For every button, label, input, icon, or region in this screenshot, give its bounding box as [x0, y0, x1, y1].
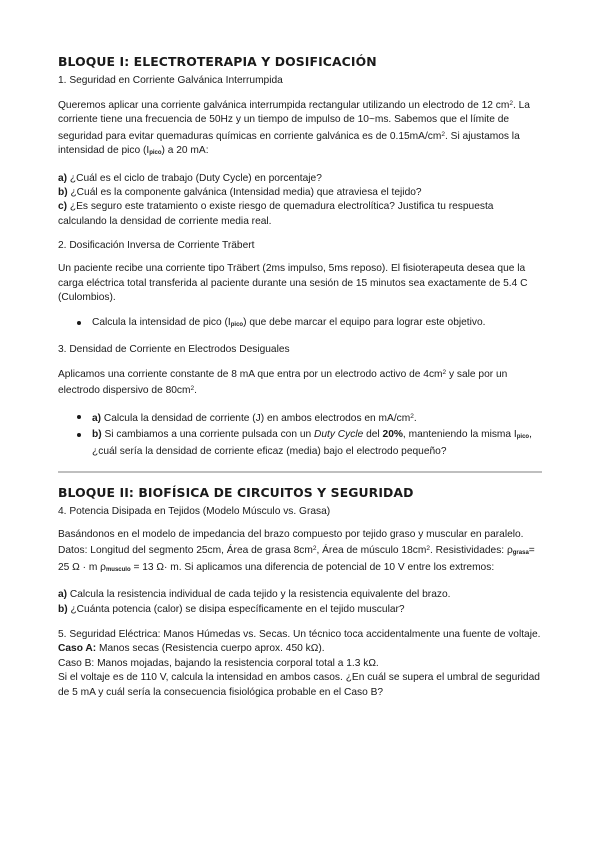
section2-bullet: Calcula la intensidad de pico $(I_{pico})$ que debe marcar el equipo para lograr este objetivo.: [92, 316, 542, 332]
section2-paragraph: Un paciente recibe una corriente tipo Träbert (2ms impulso, 5ms reposo). El fisioterapeuta desea que la carga eléctrica total transferida al paciente durante una sesión de 15 minutos sea exactamente de 5.4 C (Culombios).: [58, 263, 528, 304]
section3-title: 3. Densidad de Corriente en Electrodos Desiguales: [58, 343, 290, 355]
block2-heading: BLOQUE II: BIOFÍSICA DE CIRCUITOS Y SEGURIDAD: [58, 484, 414, 500]
section5-case-a: Caso A: Manos secas (Resistencia cuerpo aprox. 450 kΩ).: [58, 643, 325, 655]
section1-question-c: c) ¿Es seguro este tratamiento o existe riesgo de quemadura electrolítica? Justifica tu respuesta calculando la densidad de corriente media real.: [58, 201, 494, 227]
section4-question-b: b) ¿Cuánta potencia (calor) se disipa específicamente en el tejido muscular?: [58, 603, 405, 615]
section4-question-a: a) Calcula la resistencia individual de cada tejido y la resistencia equivalente del brazo.: [58, 589, 451, 601]
section3-paragraph: Aplicamos una corriente constante de 8 mA que entra por un electrodo activo de $4cm^2$ y sale por un electrodo dispersivo de $80cm^2$.: [58, 368, 508, 397]
section1-question-a: a) ¿Cuál es el ciclo de trabajo (Duty Cycle) en porcentaje?: [58, 172, 322, 184]
section1-question-b: b) ¿Cuál es la componente galvánica (Intensidad media) que atraviesa el tejido?: [58, 187, 422, 199]
section2-list: [58, 316, 542, 332]
section-divider: [58, 471, 542, 473]
section1-title: 1. Seguridad en Corriente Galvánica Interrumpida: [58, 75, 283, 86]
section4-paragraph: Basándonos en el modelo de impedancia del brazo compuesto por tejido graso y muscular en paralelo. Datos: Longitud del segmento 25cm, Área de grasa $8cm^2$, Área de músculo $18cm^2$. Resistividades: $\rho_{grasa}= 25$ Ω · m $\rho_{musculo} = 13$ Ω· m. Si aplicamos una diferencia de potencial de 10 V entre los extremos:: [58, 528, 535, 573]
section3-bullet-b: b) Si cambiamos a una corriente pulsada con un Duty Cycle del 20%, manteniendo la misma $I_{pico}$, ¿cuál sería la densidad de corriente eficaz (media) bajo el electrodo pequeño?: [92, 428, 542, 459]
section2-title: 2. Dosificación Inversa de Corriente Träbert: [58, 240, 255, 252]
section4-title: 4. Potencia Disipada en Tejidos (Modelo Músculo vs. Grasa): [58, 505, 331, 517]
section1-paragraph: Queremos aplicar una corriente galvánica interrumpida rectangular utilizando un electrodo de 12 $cm^2$. La corriente tiene una frecuencia de 50Hz y un tiempo de impulso de 10~ms. Sabemos que el límite de seguridad para evitar quemaduras químicas en corriente galvánica es de $0.15mA/cm^2$. Si ajustamos la intensidad de pico $(I_{pico})$ a 20 mA:: [58, 100, 530, 157]
section3-bullet-a: a) Calcula la densidad de corriente (J) en ambos electrodos en $mA/cm^2$.: [92, 410, 542, 426]
section5-question: Si el voltaje es de 110 V, calcula la intensidad en ambos casos. ¿En cuál se supera el umbral de seguridad de 5 mA y cuál sería la consecuencia fisiológica probable en el Caso B?: [58, 672, 540, 698]
section3-list: [58, 410, 542, 459]
block1-heading: BLOQUE I: ELECTROTERAPIA Y DOSIFICACIÓN: [58, 54, 377, 69]
section5-case-b: Caso B: Manos mojadas, bajando la resistencia corporal total a 1.3 kΩ.: [58, 657, 379, 669]
section5-title: 5. Seguridad Eléctrica: Manos Húmedas vs. Secas. Un técnico toca accidentalmente una fuente de voltaje.: [58, 628, 541, 640]
